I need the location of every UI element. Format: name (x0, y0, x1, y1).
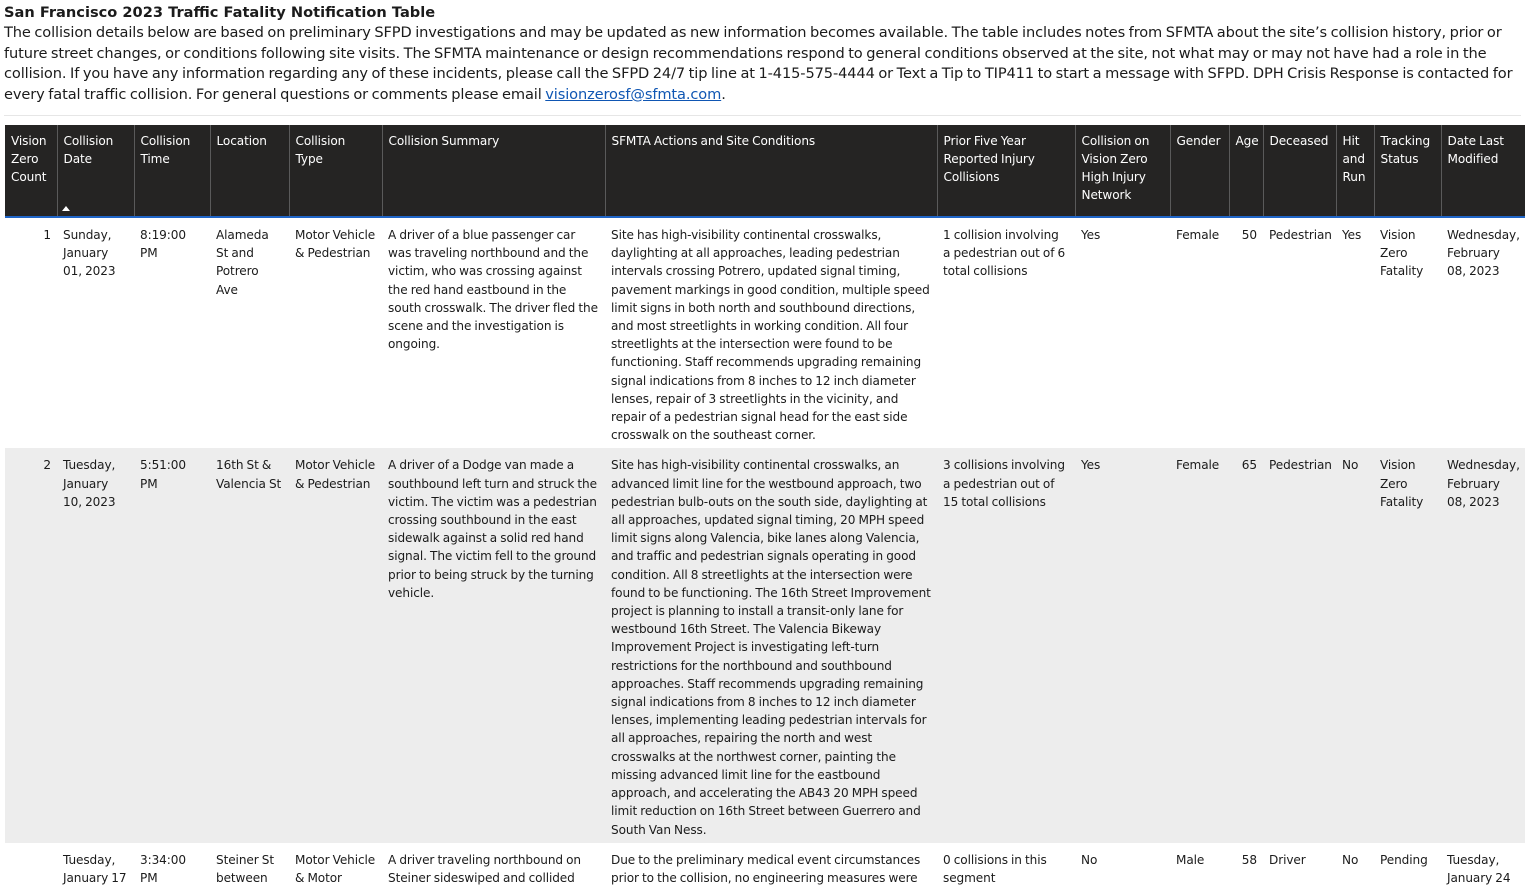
cell-tracking-status: Vision Zero Fatality (1374, 217, 1441, 448)
cell-age: 58 (1229, 843, 1263, 891)
cell-deceased: Pedestrian (1263, 217, 1336, 448)
report-header (4, 3, 1521, 105)
cell-collision-date: Tuesday, January 10, 2023 (57, 448, 134, 842)
cell-hit-and-run: No (1336, 448, 1374, 842)
cell-deceased: Pedestrian (1263, 448, 1336, 842)
cell-prior-collisions: 3 collisions involving a pedestrian out of 15 total collisions (937, 448, 1075, 842)
cell-sfmta-actions: Due to the preliminary medical event circumstances prior to the collision, no engineering measures were (605, 843, 937, 891)
cell-date-last-modified: Tuesday, January 24 (1441, 843, 1525, 891)
fatality-table-container[interactable] (5, 125, 1525, 885)
cell-collision-type: Motor Vehicle & Pedestrian (289, 448, 382, 842)
column-header-collision-date[interactable]: Collision Date (57, 125, 134, 217)
header-divider (4, 115, 1521, 116)
cell-deceased: Driver (1263, 843, 1336, 891)
column-header-vision-zero-count[interactable]: Vision Zero Count (5, 125, 57, 217)
table-row[interactable] (5, 217, 1525, 448)
column-header-location[interactable]: Location (210, 125, 289, 217)
cell-collision-summary: A driver of a Dodge van made a southbound left turn and struck the victim. The victim was a pedestrian crossing southbound in the east sidewalk against a solid red hand signal. The victim fell to the ground prior to being struck by the turning vehicle. (382, 448, 605, 842)
cell-hit-and-run: No (1336, 843, 1374, 891)
cell-location: Alameda St and Potrero Ave (210, 217, 289, 448)
cell-sfmta-actions: Site has high-visibility continental crosswalks, an advanced limit line for the westbound approach, two pedestrian bulb-outs on the south side, daylighting at all approaches, updated signal timing, 20 MPH speed limit signs along Valencia, bike lanes along Valencia, and traffic and pedestrian signals operating in good condition. All 8 streetlights at the intersection were found to be functioning. The 16th Street Improvement project is planning to install a transit-only lane for westbound 16th Street. The Valencia Bikeway Improvement Project is investigating left-turn restrictions for the northbound and southbound approaches. Staff recommends upgrading remaining signal indications from 8 inches to 12 inch diameter lenses, implementing leading pedestrian intervals for all approaches, repairing the north and west crosswalks at the northwest corner, painting the missing advanced limit line for the eastbound approach, and accelerating the AB43 20 MPH speed limit reduction on 16th Street between Guerrero and South Van Ness. (605, 448, 937, 842)
column-header-hit-and-run[interactable]: Hit and Run (1336, 125, 1374, 217)
cell-prior-collisions: 0 collisions in this segment (937, 843, 1075, 891)
cell-high-injury-network: Yes (1075, 448, 1170, 842)
cell-high-injury-network: No (1075, 843, 1170, 891)
cell-tracking-status: Vision Zero Fatality (1374, 448, 1441, 842)
cell-high-injury-network: Yes (1075, 217, 1170, 448)
table-header-row (5, 125, 1525, 217)
column-header-sfmta-actions[interactable]: SFMTA Actions and Site Conditions (605, 125, 937, 217)
column-header-age[interactable]: Age (1229, 125, 1263, 217)
cell-gender: Female (1170, 217, 1229, 448)
column-header-prior-collisions[interactable]: Prior Five Year Reported Injury Collisions (937, 125, 1075, 217)
cell-collision-time: 3:34:00 PM (134, 843, 210, 891)
intro-paragraph (4, 23, 1521, 105)
cell-vision-zero-count: 2 (5, 448, 57, 842)
cell-date-last-modified: Wednesday, February 08, 2023 (1441, 217, 1525, 448)
intro-end: . (721, 85, 726, 103)
cell-collision-time: 8:19:00 PM (134, 217, 210, 448)
cell-prior-collisions: 1 collision involving a pedestrian out of 6 total collisions (937, 217, 1075, 448)
cell-hit-and-run: Yes (1336, 217, 1374, 448)
cell-location: Steiner St between (210, 843, 289, 891)
cell-vision-zero-count: 1 (5, 217, 57, 448)
intro-text: The collision details below are based on preliminary SFPD investigations and may be updated as new information becomes available. The table includes notes from SFMTA about the site’s collision history, prior or future street changes, or conditions following site visits. The SFMTA maintenance or design recommendations respond to general conditions observed at the site, not what may or may not have had a role in the collision. If you have any information regarding any of these incidents, please call the SFPD 24/7 tip line at 1-415-575-4444 or Text a Tip to TIP411 to start a message with SFPD. DPH Crisis Response is contacted for every fatal traffic collision. For general questions or comments please email (4, 24, 1513, 103)
column-header-collision-time[interactable]: Collision Time (134, 125, 210, 217)
cell-gender: Male (1170, 843, 1229, 891)
cell-age: 65 (1229, 448, 1263, 842)
table-row[interactable] (5, 843, 1525, 891)
column-header-high-injury-network[interactable]: Collision on Vision Zero High Injury Network (1075, 125, 1170, 217)
column-header-tracking-status[interactable]: Tracking Status (1374, 125, 1441, 217)
cell-location: 16th St & Valencia St (210, 448, 289, 842)
page-title: San Francisco 2023 Traffic Fatality Notification Table (4, 4, 436, 21)
cell-collision-type: Motor Vehicle & Motor (289, 843, 382, 891)
cell-date-last-modified: Wednesday, February 08, 2023 (1441, 448, 1525, 842)
cell-vision-zero-count (5, 843, 57, 891)
table-row[interactable] (5, 448, 1525, 842)
cell-age: 50 (1229, 217, 1263, 448)
column-header-date-last-modified[interactable]: Date Last Modified (1441, 125, 1525, 217)
column-header-gender[interactable]: Gender (1170, 125, 1229, 217)
sort-ascending-icon (62, 206, 70, 211)
email-link[interactable]: visionzerosf@sfmta.com (545, 85, 722, 103)
cell-collision-date: Sunday, January 01, 2023 (57, 217, 134, 448)
cell-sfmta-actions: Site has high-visibility continental crosswalks, daylighting at all approaches, leading pedestrian intervals crossing Potrero, updated signal timing, pavement markings in good condition, multiple speed limit signs in both north and southbound directions, and most streetlights in working condition. All four streetlights at the intersection were found to be functioning. Staff recommends upgrading remaining signal indications from 8 inches to 12 inch diameter lenses, repair of 3 streetlights in the vicinity, and repair of a pedestrian signal head for the east side crosswalk on the southeast corner. (605, 217, 937, 448)
cell-collision-summary: A driver traveling northbound on Steiner sideswiped and collided (382, 843, 605, 891)
cell-collision-time: 5:51:00 PM (134, 448, 210, 842)
cell-tracking-status: Pending (1374, 843, 1441, 891)
cell-gender: Female (1170, 448, 1229, 842)
column-header-collision-type[interactable]: Collision Type (289, 125, 382, 217)
column-header-collision-summary[interactable]: Collision Summary (382, 125, 605, 217)
cell-collision-type: Motor Vehicle & Pedestrian (289, 217, 382, 448)
fatality-table (5, 125, 1525, 891)
column-header-deceased[interactable]: Deceased (1263, 125, 1336, 217)
cell-collision-date: Tuesday, January 17 (57, 843, 134, 891)
cell-collision-summary: A driver of a blue passenger car was traveling northbound and the victim, who was crossing against the red hand eastbound in the south crosswalk. The driver fled the scene and the investigation is ongoing. (382, 217, 605, 448)
